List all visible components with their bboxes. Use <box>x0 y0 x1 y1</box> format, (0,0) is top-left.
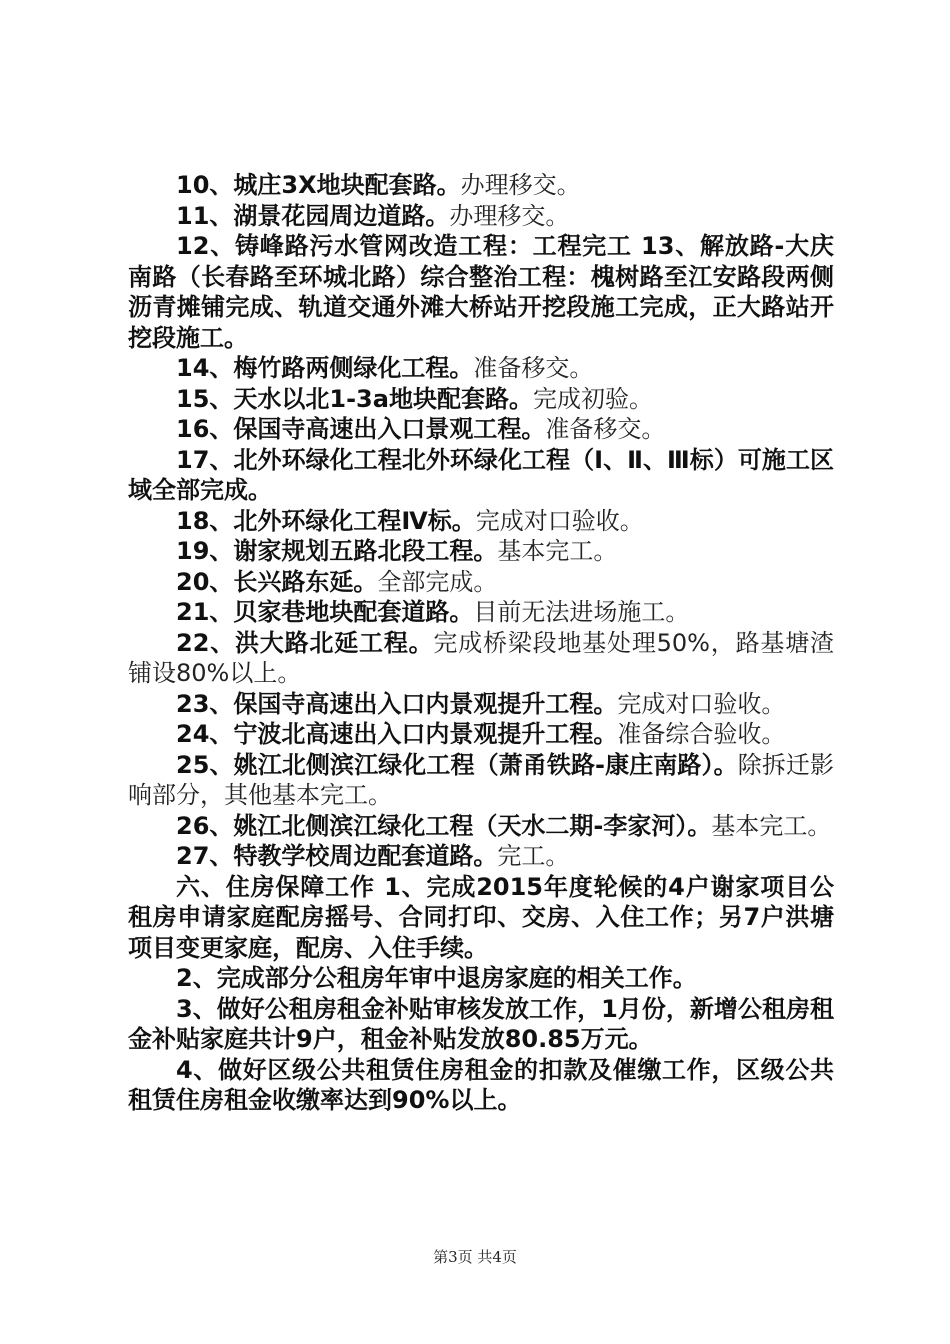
paragraph-item-12 <box>128 231 834 353</box>
paragraph-item-18 <box>128 506 834 537</box>
paragraph-item-26 <box>128 811 834 842</box>
paragraph-item-10 <box>128 170 834 201</box>
item-status: 完工。 <box>497 842 570 870</box>
item-heading: 20、长兴路东延。 <box>176 567 378 596</box>
item-status: 目前无法进场施工。 <box>473 598 690 626</box>
item-status: 完成初验。 <box>532 384 653 413</box>
item-status: 基本完工。 <box>497 537 618 565</box>
item-status: 准备综合验收。 <box>617 720 786 748</box>
item-heading: 25、姚江北侧滨江绿化工程（萧甬铁路-康庄南路）。 <box>176 750 738 779</box>
item-status: 办理移交。 <box>460 171 581 199</box>
page-footer <box>0 1246 950 1267</box>
paragraph-housing-3 <box>128 994 834 1055</box>
paragraph-item-24 <box>128 719 834 750</box>
item-status: 全部完成。 <box>377 567 498 596</box>
item-heading: 15、天水以北1-3a地块配套路。 <box>176 384 533 413</box>
item-heading: 3、做好公租房租金补贴审核发放工作，1月份，新增公租房租金补贴家庭共计9户，租金补贴发放80.85万元。 <box>128 994 834 1053</box>
item-heading: 4、做好区级公共租赁住房租金的扣款及催缴工作，区级公共租赁住房租金收缴率达到90%以上。 <box>128 1055 834 1114</box>
item-status: 除拆迁影响部分，其他基本完工。 <box>128 750 835 809</box>
item-heading: 11、湖景花园周边道路。 <box>176 201 450 230</box>
item-heading: 27、特教学校周边配套道路。 <box>176 842 498 870</box>
item-heading: 17、北外环绿化工程北外环绿化工程（Ⅰ、Ⅱ、Ⅲ标）可施工区域全部完成。 <box>128 445 834 504</box>
paragraph-item-11 <box>128 201 834 232</box>
item-status: 完成对口验收。 <box>617 689 786 718</box>
paragraph-item-14 <box>128 353 834 384</box>
paragraph-housing-4 <box>128 1055 834 1116</box>
paragraph-item-19 <box>128 536 834 567</box>
item-heading: 六、住房保障工作 1、完成2015年度轮候的4户谢家项目公租房申请家庭配房摇号、合同打印、交房、入住工作；另7户洪塘项目变更家庭，配房、入住手续。 <box>128 872 834 962</box>
item-heading: 2、完成部分公租房年审中退房家庭的相关工作。 <box>176 964 697 992</box>
paragraph-item-20 <box>128 567 834 598</box>
paragraph-housing-1 <box>128 872 834 964</box>
item-heading: 24、宁波北高速出入口内景观提升工程。 <box>176 720 618 748</box>
item-heading: 18、北外环绿化工程Ⅳ标。 <box>176 506 476 535</box>
document-body <box>128 170 834 1116</box>
item-status: 准备移交。 <box>545 415 666 443</box>
item-heading: 19、谢家规划五路北段工程。 <box>176 537 498 565</box>
page-number-label: 第3页 共4页 <box>433 1248 517 1266</box>
item-heading: 10、城庄3X地块配套路。 <box>176 171 461 199</box>
paragraph-item-21 <box>128 597 834 628</box>
paragraph-item-15 <box>128 384 834 415</box>
item-status: 完成桥梁段地基处理50%，路基塘渣铺设80%以上。 <box>128 628 834 687</box>
paragraph-item-17 <box>128 445 834 506</box>
item-heading: 23、保国寺高速出入口内景观提升工程。 <box>176 689 618 718</box>
item-status: 完成对口验收。 <box>475 506 644 535</box>
item-heading: 16、保国寺高速出入口景观工程。 <box>176 415 546 443</box>
paragraph-item-16 <box>128 414 834 445</box>
item-heading: 12、铸峰路污水管网改造工程：工程完工 13、解放路-大庆南路（长春路至环城北路）综合整治工程：槐树路至江安路段两侧沥青摊铺完成、轨道交通外滩大桥站开挖段施工完成，正大路站开挖段施工。 <box>128 232 834 352</box>
paragraph-item-25 <box>128 750 834 811</box>
item-status: 准备移交。 <box>473 354 594 382</box>
paragraph-item-23 <box>128 689 834 720</box>
item-heading: 22、洪大路北延工程。 <box>176 628 434 657</box>
paragraph-item-22 <box>128 628 834 689</box>
paragraph-item-27 <box>128 841 834 872</box>
item-heading: 26、姚江北侧滨江绿化工程（天水二期-李家河）。 <box>176 811 712 840</box>
item-heading: 14、梅竹路两侧绿化工程。 <box>176 354 474 382</box>
item-heading: 21、贝家巷地块配套道路。 <box>176 598 474 626</box>
item-status: 办理移交。 <box>449 201 570 230</box>
paragraph-housing-2 <box>128 963 834 994</box>
item-status: 基本完工。 <box>711 811 832 840</box>
